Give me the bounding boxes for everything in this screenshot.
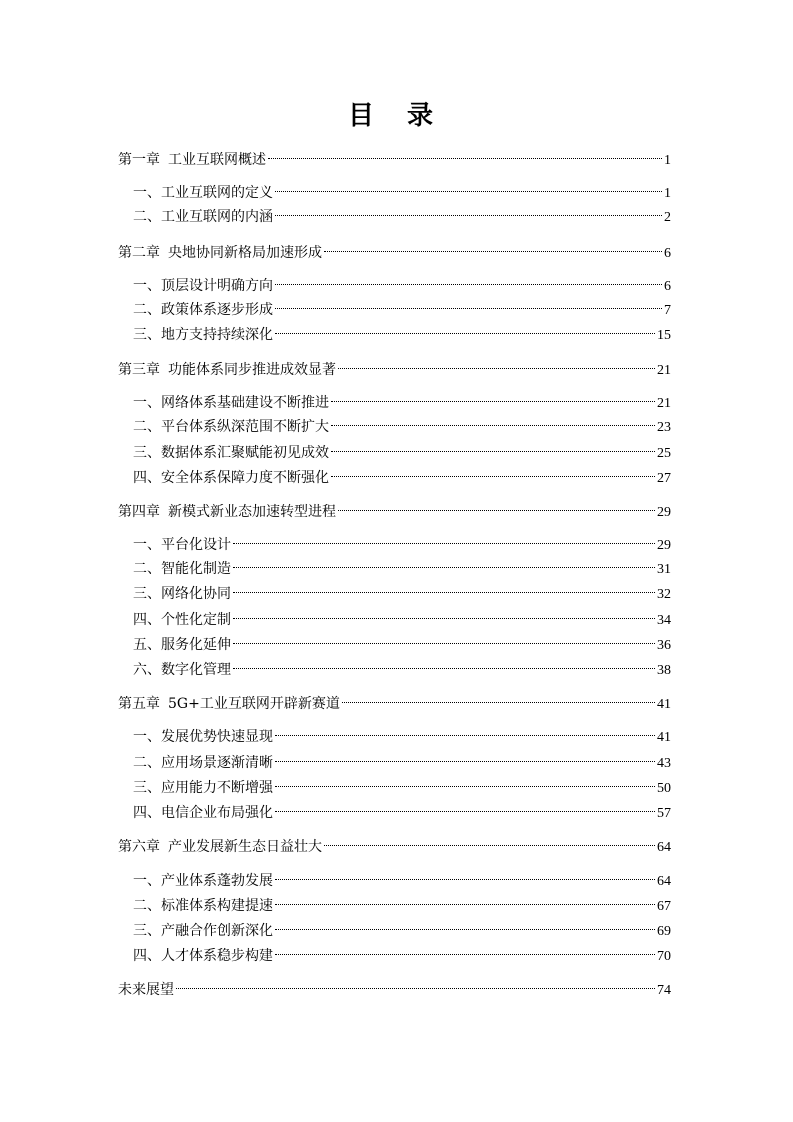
- toc-page-number: 1: [664, 153, 671, 168]
- toc-chapter-entry[interactable]: [118, 142, 671, 168]
- toc-section-entry[interactable]: [133, 527, 671, 553]
- toc-chapter-entry[interactable]: [118, 494, 671, 520]
- toc-chapter-number: 第二章: [118, 245, 160, 261]
- toc-entry-label: [118, 149, 266, 171]
- toc-section-entry[interactable]: [133, 770, 671, 796]
- toc-chapter-number: 第五章: [118, 696, 160, 712]
- toc-page-number: 15: [657, 328, 671, 343]
- toc-dot-leader: [176, 972, 655, 994]
- toc-section-entry[interactable]: [133, 199, 671, 225]
- toc-page-number: 38: [657, 663, 671, 678]
- toc-page-number: 70: [657, 949, 671, 964]
- toc-dot-leader: [275, 913, 655, 935]
- toc-dot-leader: [233, 551, 655, 573]
- toc-dot-leader: [324, 235, 662, 257]
- toc-dot-leader: [331, 385, 655, 407]
- toc-entry-label: [118, 242, 322, 264]
- toc-entry-text: 新模式新业态加速转型进程: [168, 504, 336, 520]
- toc-entry-text: 一、顶层设计明确方向: [133, 278, 273, 294]
- toc-dot-leader: [233, 527, 655, 549]
- toc-dot-leader: [275, 770, 655, 792]
- toc-page-number: 67: [657, 899, 671, 914]
- toc-section-entry[interactable]: [133, 913, 671, 939]
- toc-chapter-entry[interactable]: [118, 686, 671, 712]
- toc-page-number: 36: [657, 638, 671, 653]
- toc-page-number: 50: [657, 781, 671, 796]
- toc-entry-text: 四、人才体系稳步构建: [133, 948, 273, 964]
- toc-page-number: 31: [657, 562, 671, 577]
- toc-page-number: 29: [657, 505, 671, 520]
- toc-dot-leader: [275, 292, 662, 314]
- toc-dot-leader: [275, 719, 655, 741]
- toc-entry-text: 一、发展优势快速显现: [133, 729, 273, 745]
- toc-page-number: 29: [657, 538, 671, 553]
- toc-entry-text: 5G+工业互联网开辟新赛道: [168, 696, 340, 712]
- toc-page-number: 6: [664, 246, 671, 261]
- toc-page-number: 57: [657, 806, 671, 821]
- toc-entry-text: 三、数据体系汇聚赋能初见成效: [133, 445, 329, 461]
- toc-section-entry[interactable]: [133, 652, 671, 678]
- toc-section-entry[interactable]: [133, 317, 671, 343]
- toc-page-number: 74: [657, 983, 671, 998]
- toc-section-entry[interactable]: [133, 719, 671, 745]
- toc-entry-label: [133, 324, 273, 346]
- toc-dot-leader: [275, 795, 655, 817]
- toc-page-number: 41: [657, 730, 671, 745]
- toc-dot-leader: [275, 199, 662, 221]
- toc-dot-leader: [275, 268, 662, 290]
- toc-entry-label: [118, 979, 174, 1001]
- toc-page-number: 69: [657, 924, 671, 939]
- toc-page-number: 21: [657, 363, 671, 378]
- toc-dot-leader: [275, 888, 655, 910]
- toc-dot-leader: [275, 317, 655, 339]
- toc-entry-text: 四、电信企业布局强化: [133, 805, 273, 821]
- toc-section-entry[interactable]: [133, 863, 671, 889]
- toc-dot-leader: [275, 863, 655, 885]
- toc-chapter-number: 第六章: [118, 839, 160, 855]
- toc-section-entry[interactable]: [133, 268, 671, 294]
- toc-page-number: 2: [664, 210, 671, 225]
- toc-chapter-number: 第一章: [118, 152, 160, 168]
- page-title: 目 录: [347, 101, 446, 131]
- toc-entry-text: 一、平台化设计: [133, 537, 231, 553]
- toc-chapter-number: 第四章: [118, 504, 160, 520]
- toc-entry-text: 二、智能化制造: [133, 561, 231, 577]
- toc-section-entry[interactable]: [133, 460, 671, 486]
- toc-entry-text: 央地协同新格局加速形成: [168, 245, 322, 261]
- toc-dot-leader: [342, 686, 655, 708]
- toc-dot-leader: [233, 652, 655, 674]
- toc-entry-text: 四、安全体系保障力度不断强化: [133, 470, 329, 486]
- toc-chapter-entry[interactable]: [118, 972, 671, 998]
- toc-entry-text: 五、服务化延伸: [133, 637, 231, 653]
- toc-entry-label: [133, 945, 273, 967]
- toc-entry-text: 二、标准体系构建提速: [133, 898, 273, 914]
- toc-section-entry[interactable]: [133, 435, 671, 461]
- toc-entry-text: 未来展望: [118, 982, 174, 998]
- toc-dot-leader: [331, 435, 655, 457]
- toc-page-number: 21: [657, 396, 671, 411]
- toc-dot-leader: [268, 142, 662, 164]
- toc-entry-label: [133, 659, 231, 681]
- toc-page-number: 43: [657, 756, 671, 771]
- toc-chapter-entry[interactable]: [118, 829, 671, 855]
- toc-entry-label: [118, 836, 322, 858]
- toc-entry-text: 二、应用场景逐渐清晰: [133, 755, 273, 771]
- toc-section-entry[interactable]: [133, 888, 671, 914]
- toc-chapter-number: 第三章: [118, 362, 160, 378]
- toc-dot-leader: [233, 602, 655, 624]
- toc-entry-text: 一、产业体系蓬勃发展: [133, 873, 273, 889]
- toc-section-entry[interactable]: [133, 602, 671, 628]
- toc-section-entry[interactable]: [133, 795, 671, 821]
- toc-dot-leader: [331, 460, 655, 482]
- toc-page-number: 41: [657, 697, 671, 712]
- toc-entry-label: [133, 802, 273, 824]
- toc-entry-text: 二、平台体系纵深范围不断扩大: [133, 419, 329, 435]
- toc-entry-text: 六、数字化管理: [133, 662, 231, 678]
- toc-page-number: 6: [664, 279, 671, 294]
- toc-dot-leader: [275, 175, 662, 197]
- toc-page-number: 7: [664, 303, 671, 318]
- toc-entry-text: 功能体系同步推进成效显著: [168, 362, 336, 378]
- toc-entry-text: 四、个性化定制: [133, 612, 231, 628]
- toc-entry-text: 一、网络体系基础建设不断推进: [133, 395, 329, 411]
- toc-entry-text: 一、工业互联网的定义: [133, 185, 273, 201]
- toc-entry-text: 二、工业互联网的内涵: [133, 209, 273, 225]
- toc-entry-text: 三、地方支持持续深化: [133, 327, 273, 343]
- toc-entry-label: [118, 693, 340, 715]
- toc-dot-leader: [275, 938, 655, 960]
- toc-section-entry[interactable]: [133, 938, 671, 964]
- toc-dot-leader: [338, 352, 655, 374]
- toc-section-entry[interactable]: [133, 385, 671, 411]
- toc-dot-leader: [233, 627, 655, 649]
- toc-page-number: 32: [657, 587, 671, 602]
- toc-section-entry[interactable]: [133, 175, 671, 201]
- toc-page-number: 23: [657, 420, 671, 435]
- toc-page-number: 27: [657, 471, 671, 486]
- toc-page-number: 1: [664, 186, 671, 201]
- toc-entry-text: 三、网络化协同: [133, 586, 231, 602]
- toc-section-entry[interactable]: [133, 745, 671, 771]
- toc-section-entry[interactable]: [133, 409, 671, 435]
- toc-entry-label: [118, 501, 336, 523]
- toc-entry-label: [133, 206, 273, 228]
- toc-entry-text: 产业发展新生态日益壮大: [168, 839, 322, 855]
- toc-entry-text: 二、政策体系逐步形成: [133, 302, 273, 318]
- toc-dot-leader: [275, 745, 655, 767]
- toc-dot-leader: [338, 494, 655, 516]
- toc-entry-text: 工业互联网概述: [168, 152, 266, 168]
- toc-page-number: 25: [657, 446, 671, 461]
- toc-entry-label: [133, 467, 329, 489]
- toc-page-number: 34: [657, 613, 671, 628]
- toc-page-number: 64: [657, 840, 671, 855]
- toc-dot-leader: [331, 409, 655, 431]
- toc-entry-text: 三、应用能力不断增强: [133, 780, 273, 796]
- toc-chapter-entry[interactable]: [118, 235, 671, 261]
- toc-dot-leader: [233, 576, 655, 598]
- toc-entry-label: [118, 359, 336, 381]
- toc-chapter-entry[interactable]: [118, 352, 671, 378]
- toc-section-entry[interactable]: [133, 292, 671, 318]
- toc-dot-leader: [324, 829, 655, 851]
- toc-entry-text: 三、产融合作创新深化: [133, 923, 273, 939]
- toc-section-entry[interactable]: [133, 576, 671, 602]
- toc-section-entry[interactable]: [133, 627, 671, 653]
- toc-section-entry[interactable]: [133, 551, 671, 577]
- toc-page-number: 64: [657, 874, 671, 889]
